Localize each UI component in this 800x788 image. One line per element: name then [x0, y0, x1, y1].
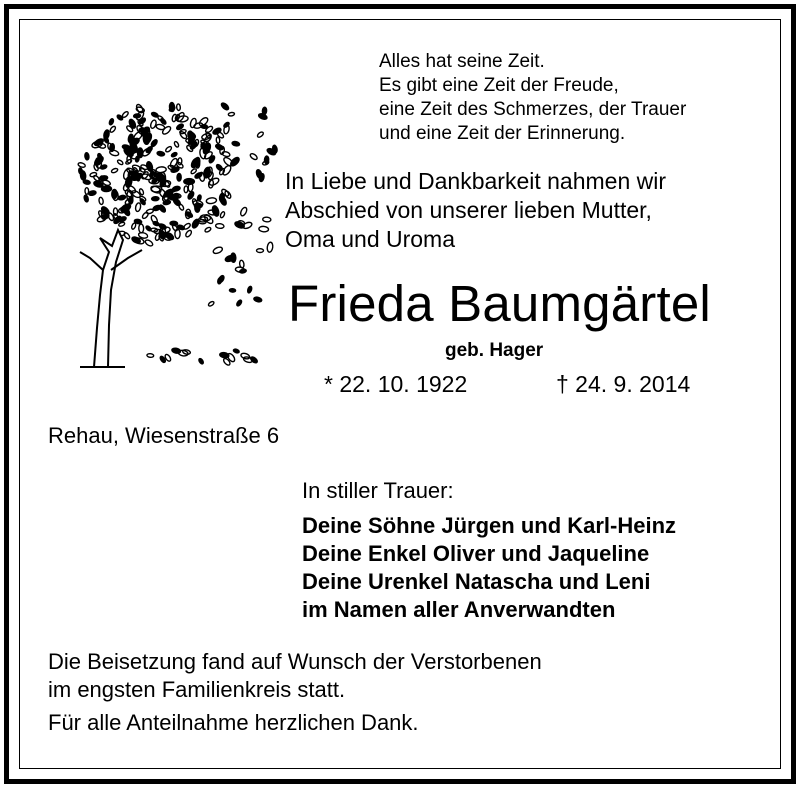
mourning-heading: In stiller Trauer: [302, 478, 454, 503]
address: Rehau, Wiesenstraße 6 [48, 423, 280, 448]
verse-line: Alles hat seine Zeit. [379, 51, 545, 72]
intro-text [285, 167, 666, 254]
intro-line: Oma und Uroma [285, 226, 456, 252]
birth-date: * 22. 10. 1922 [324, 371, 468, 397]
intro-line: In Liebe und Dankbarkeit nahmen wir [285, 168, 667, 194]
funeral-line: Die Beisetzung fand auf Wunsch der Verstorbenen [48, 649, 542, 674]
verse-line: eine Zeit des Schmerzes, der Trauer [379, 99, 687, 120]
death-date: † 24. 9. 2014 [556, 371, 691, 397]
verse-line: und eine Zeit der Erinnerung. [379, 123, 626, 144]
thanks-note: Für alle Anteilnahme herzlichen Dank. [48, 710, 419, 735]
mourners-list [302, 512, 676, 624]
funeral-note [48, 648, 542, 704]
mourner-line: Deine Urenkel Natascha und Leni [302, 569, 651, 594]
birth-name: geb. Hager [445, 340, 544, 361]
mourner-line: Deine Enkel Oliver und Jaqueline [302, 541, 650, 566]
funeral-line: im engsten Familienkreis statt. [48, 677, 346, 702]
mourner-line: Deine Söhne Jürgen und Karl-Heinz [302, 513, 677, 538]
windblown-tree-icon [50, 80, 285, 370]
intro-line: Abschied von unserer lieben Mutter, [285, 197, 652, 223]
verse-line: Es gibt eine Zeit der Freude, [379, 75, 619, 96]
deceased-name: Frieda Baumgärtel [288, 275, 711, 332]
verse [379, 50, 686, 146]
mourner-line: im Namen aller Anverwandten [302, 597, 616, 622]
